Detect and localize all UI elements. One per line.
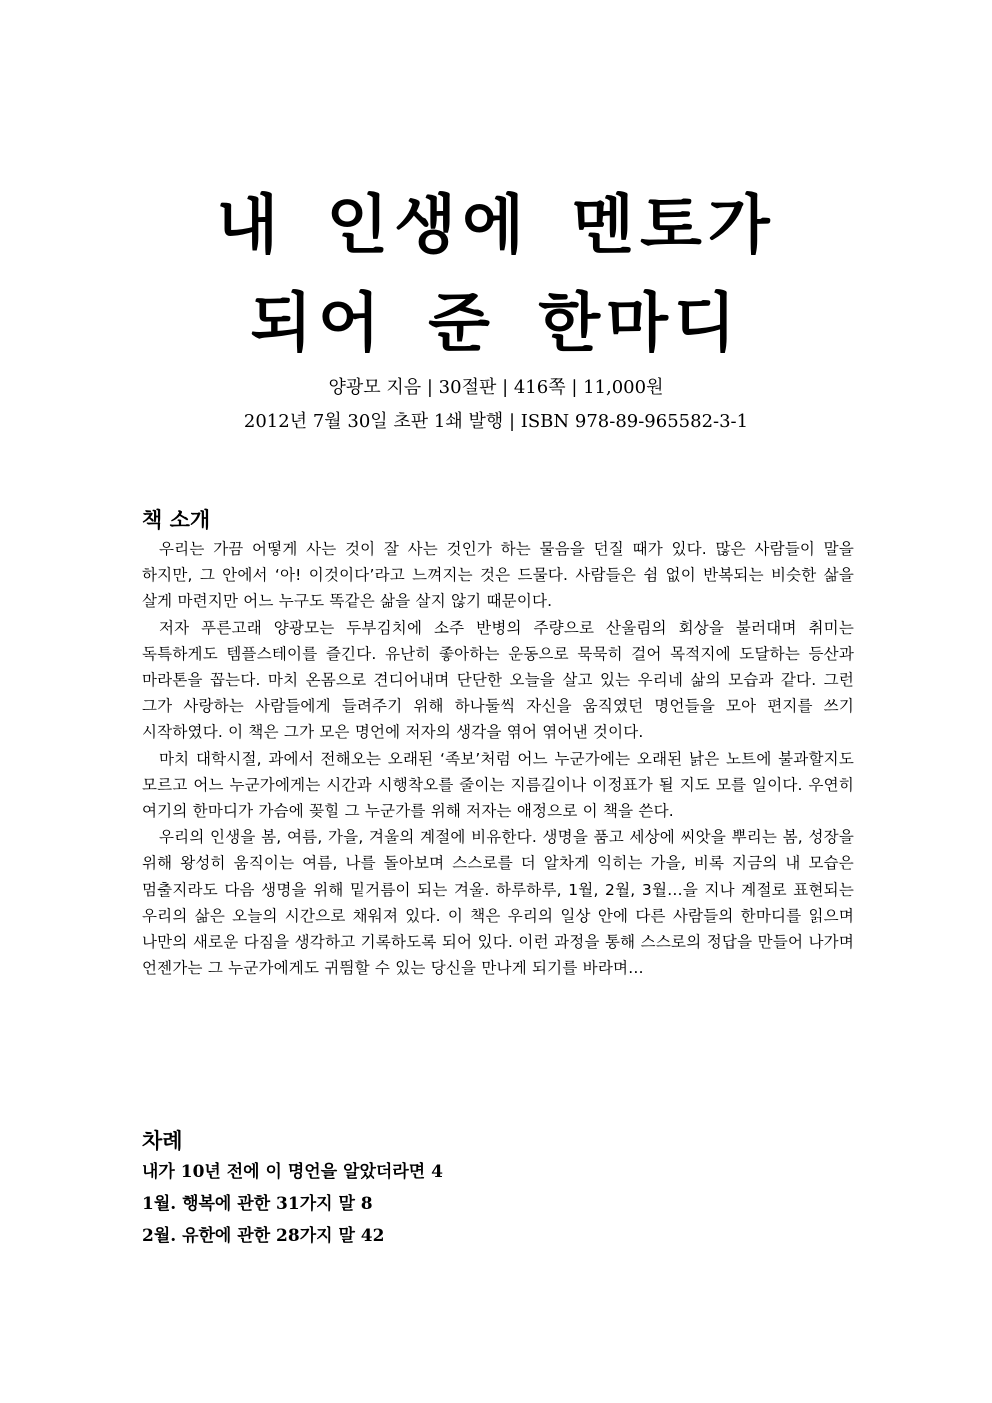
toc-item: 1월. 행복에 관한 31가지 말 8 [142, 1194, 373, 1214]
intro-paragraph: 우리는 가끔 어떻게 사는 것이 잘 사는 것인가 하는 물음을 던질 때가 있다. 많은 사람들이 말을 하지만, 그 안에서 ‘아! 이것이다’라고 느껴지는 것은 드물다. 사람들은 쉼 없이 반복되는 비슷한 삶을 살게 마련지만 어느 누구도 똑같은 삶을 살지 않기 때문이다. [142, 540, 854, 611]
book-meta-date-isbn: 2012년 7월 30일 초판 1쇄 발행 | ISBN 978-89-965582-3-1 [243, 411, 749, 432]
intro-paragraph: 저자 푸른고래 양광모는 두부김치에 소주 반병의 주량으로 산울림의 회상을 불러대며 취미는 독특하게도 템플스테이를 즐긴다. 유난히 좋아하는 운동으로 묵묵히 걸어 목적지에 도달하는 등산과 마라톤을 꼽는다. 마치 온몸으로 견디어내며 단단한 오늘을 살고 있는 우리네 삶의 모습과 같다. 그런 그가 사랑하는 사람들에게 들려주기 위해 하나둘씩 자신을 움직였던 명언들을 모아 편지를 쓰기 시작하였다. 이 책은 그가 모은 명언에 저자의 생각을 엮어 엮어낸 것이다. [142, 618, 854, 742]
toc-item: 내가 10년 전에 이 명언을 알았더라면 4 [142, 1162, 443, 1182]
table-of-contents [142, 1156, 854, 1252]
book-title-line-1: 내 인생에 멘토가 [216, 189, 776, 263]
toc-heading: 차례 [142, 1129, 183, 1153]
intro-paragraph: 마치 대학시절, 과에서 전해오는 오래된 ‘족보’처럼 어느 누군가에는 오래된 낡은 노트에 불과할지도 모르고 어느 누군가에게는 시간과 시행착오를 줄이는 지름길이나 이정표가 될 지도 모를 일이다. 우연히 여기의 한마디가 가슴에 꽂힐 그 누군가를 위해 저자는 애정으로 이 책을 쓴다. [142, 749, 854, 821]
intro-body [142, 536, 854, 981]
intro-heading: 책 소개 [142, 508, 211, 532]
book-title-line-2: 되어 준 한마디 [250, 287, 742, 361]
book-meta-author-format-price: 양광모 지음 | 30절판 | 416쪽 | 11,000원 [328, 377, 664, 398]
intro-paragraph: 우리의 인생을 봄, 여름, 가을, 겨울의 계절에 비유한다. 생명을 품고 세상에 씨앗을 뿌리는 봄, 성장을 위해 왕성히 움직이는 여름, 나를 돌아보며 스스로를 더 알차게 익히는 가을, 비록 지금의 내 모습은 멈출지라도 다음 생명을 위해 밑거름이 되는 겨울. 하루하루, 1월, 2월, 3월…을 지나 계절로 표현되는 우리의 삶은 오늘의 시간으로 채워져 있다. 이 책은 우리의 일상 안에 다른 사람들의 한마디를 읽으며 나만의 새로운 다짐을 생각하고 기록하도록 되어 있다. 이런 과정을 통해 스스로의 정답을 만들어 나가며 언젠가는 그 누군가에게도 귀띔할 수 있는 당신을 만나게 되기를 바라며… [142, 828, 854, 978]
toc-item: 2월. 유한에 관한 28가지 말 42 [142, 1226, 385, 1246]
